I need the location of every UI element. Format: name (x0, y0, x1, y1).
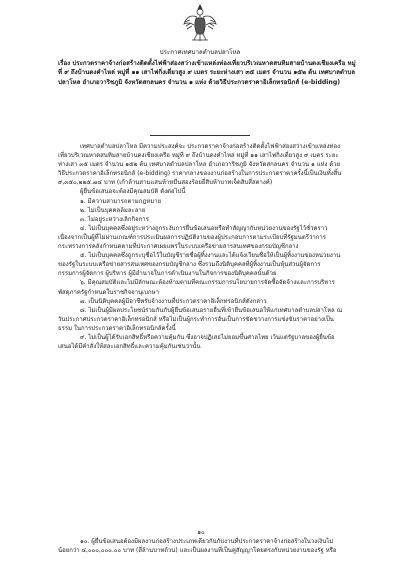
qualification-item: ๙. ไม่เป็นผู้ได้รับเอกสิทธิ์หรือความคุ้มกัน ซึ่งอาจปฏิเสธไม่ยอมขึ้นศาลไทย เว้นแต่รัฐบาลของผู้ยื่นข้อเสนอได้มีคำสั่งให้สละเอกสิทธิ์และความคุ้มกันเช่นว่านั้น (58, 333, 335, 351)
qualification-item: ๖. มีคุณสมบัติและไม่มีลักษณะต้องห้ามตามที่คณะกรรมการนโยบายการจัดซื้อจัดจ้างและการบริหารพัสดุภาครัฐกำหนดในราชกิจจานุเบกษา (58, 279, 335, 296)
announcement-subject: เรื่อง ประกวดราคาจ้างก่อสร้างติดตั้งไฟฟ้าส่องสว่างเข้าแหล่งท่องเที่ยวบริเวณหาดสนทิมสายบ้านดงเชียงเครือ หมู่ที่ ๙ ถึงบ้านดงคำไหล่ หมู่ที่ ๑๑ เสาไฟกิ่งเดี่ยวสูง ๙ เมตร ระยะห่างเสา ๓๕ เมตร จำนวน ๑๕๒ ต้น เทศบาลตำบลปลาโหล อำเภอวาริชภูมิ จังหวัดสกลนคร จำนวน ๑ แห่ง ด้วยวิธีประกวดราคาอิเล็กทรอนิกส์ (e-bidding) (58, 60, 356, 86)
intro-paragraph: เทศบาลตำบลปลาโหล มีความประสงค์จะ ประกวดราคาจ้างก่อสร้างติดตั้งไฟฟ้าส่องสว่างเข้าแหล่งท่องเที่ยวบริเวณหาดสนทิมสายบ้านดงเชียงเครือ หมู่ที่ ๙ ถึงบ้านดงคำไหล่ หมู่ที่ ๑๑ เสาไฟกิ่งเดี่ยวสูง ๙ เมตร ระยะห่างเสา ๓๕ เมตร จำนวน ๑๕๒ ต้น เทศบาลตำบลปลาโหล อำเภอวาริชภูมิ จังหวัดสกลนคร จำนวน ๑ แห่ง ด้วยวิธีประกวดราคาอิเล็กทรอนิกส์ (e-bidding) ราคากลางของงานก่อสร้างในการประกวดราคาครั้งนี้เป็นเงินทั้งสิ้น ๙,๓๕๐,๒๒๕.๗๔ บาท (เก้าล้านสามแสนห้าหมื่นสองร้อยยี่สิบห้าบาทเจ็ดสิบสี่สตางค์) (58, 143, 342, 187)
qualification-item: ๑. มีความสามารถตามกฎหมาย (80, 197, 162, 205)
page-tail (58, 528, 344, 555)
title-divider (150, 135, 250, 136)
announcement-body (58, 142, 344, 351)
qualification-item: ๒. ไม่เป็นบุคคลล้มละลาย (80, 206, 146, 214)
issuer-title: ประกาศเทศบาลตำบลปลาโหล (159, 49, 241, 56)
garuda-emblem-icon (182, 2, 218, 44)
qualification-item: ๔. ไม่เป็นบุคคลซึ่งอยู่ระหว่างถูกระงับการยื่นข้อเสนอหรือทำสัญญากับหน่วยงานของรัฐไว้ชั่วคราว เนื่องจากเป็นผู้ที่ไม่ผ่านเกณฑ์การประเมินผลการปฏิบัติงานของผู้ประกอบการตามระเบียบที่รัฐมนตรีว่าการกระทรวงการคลังกำหนดตามที่ประกาศเผยแพร่ในระบบเครือข่ายสารสนเทศของกรมบัญชีกลาง (58, 224, 328, 251)
page-number: ๑๐ (197, 529, 205, 536)
qualification-item: ๑๐. ผู้ยื่นข้อเสนอต้องมีผลงานก่อสร้างประเภทเดียวกันกับงานที่ประกวดราคาจ้างก่อสร้างในวงเงินไม่น้อยกว่า ๔,๐๐๐,๐๐๐.๐๐ บาท (สี่ล้านบาทถ้วน) และเป็นผลงานที่เป็นคู่สัญญาโดยตรงกับหน่วยงานของรัฐ หรือ (58, 538, 337, 555)
qualification-item: ๘. ไม่เป็นผู้มีผลประโยชน์ร่วมกันกับผู้ยื่นข้อเสนอรายอื่นที่เข้ายื่นข้อเสนอให้แก่เทศบาลตำบลปลาโหล ณ วันประกาศประกวดราคาอิเล็กทรอนิกส์ หรือไม่เป็นผู้กระทำการอันเป็นการขัดขวางการแข่งขันราคาอย่างเป็นธรรม ในการประกวดราคาอิเล็กทรอนิกส์ครั้งนี้ (58, 306, 343, 332)
qualification-heading: ผู้ยื่นข้อเสนอจะต้องมีคุณสมบัติ ดังต่อไปนี้ (80, 188, 186, 196)
qualification-item: ๕. ไม่เป็นบุคคลซึ่งถูกระบุชื่อไว้ในบัญชีรายชื่อผู้ทิ้งงานและได้แจ้งเวียนชื่อให้เป็นผู้ทิ้งงานของหน่วยงานของรัฐในระบบเครือข่ายสารสนเทศของกรมบัญชีกลาง ซึ่งรวมถึงนิติบุคคลที่ผู้ทิ้งงานเป็นหุ้นส่วนผู้จัดการ กรรมการผู้จัดการ ผู้บริหาร ผู้มีอำนาจในการดำเนินงานในกิจการของนิติบุคคลนั้นด้วย (58, 252, 341, 278)
qualification-item: ๓. ไม่อยู่ระหว่างเลิกกิจการ (80, 215, 149, 223)
qualification-item: ๗. เป็นนิติบุคคลผู้มีอาชีพรับจ้างงานที่ประกวดราคาอิเล็กทรอนิกส์ดังกล่าว (80, 297, 267, 305)
